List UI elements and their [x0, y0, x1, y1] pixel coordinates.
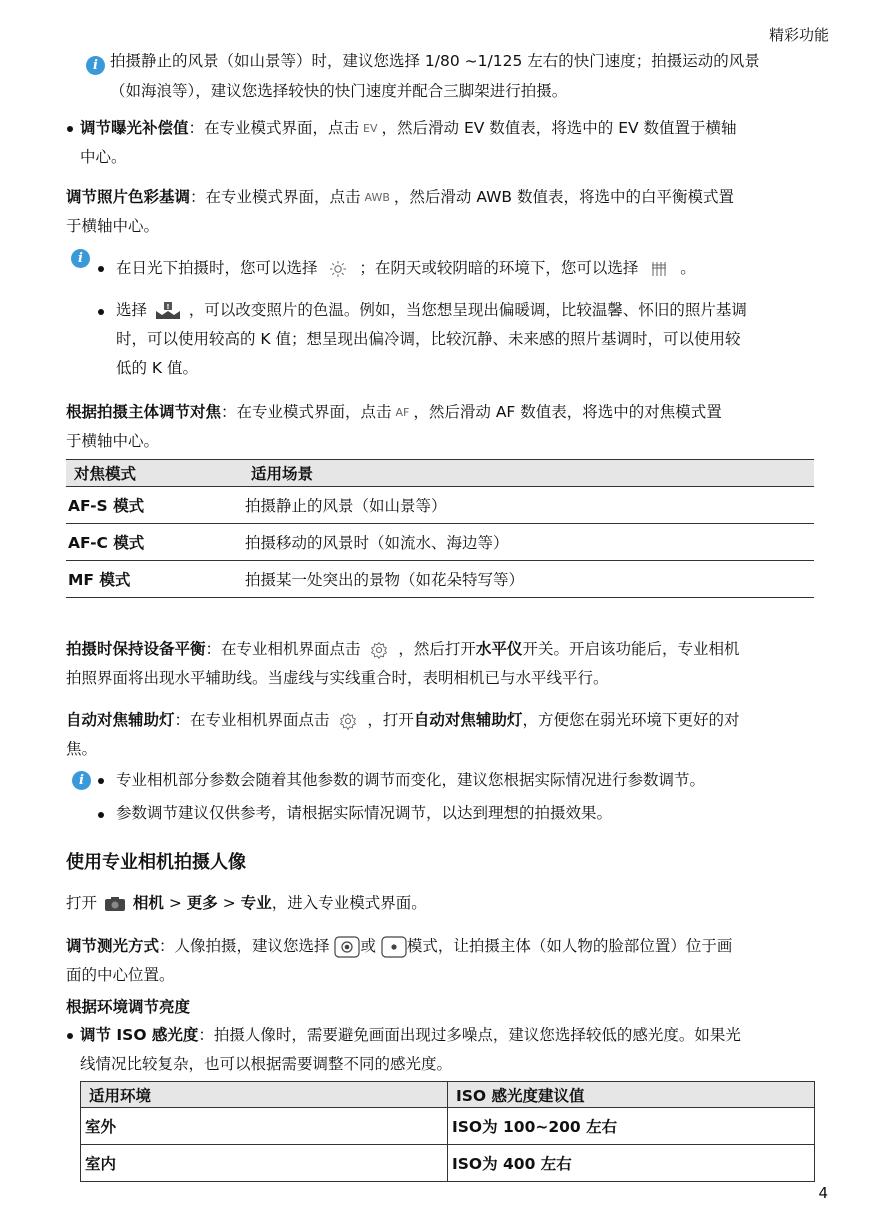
table-row: [81, 1108, 815, 1145]
focus-mode-table: [66, 459, 814, 598]
section-heading: 使用专业相机拍摄人像: [66, 852, 246, 873]
table-header-row: [66, 460, 814, 487]
bullet: [98, 266, 104, 272]
note-params-reference: 参数调节建议仅供参考，请根据实际情况调节，以达到理想的拍摄效果。: [116, 804, 613, 822]
text: ，然后滑动 AF 数值表，将选中的对焦模式置: [413, 403, 722, 421]
af-assist-switch-label: 自动对焦辅助灯: [413, 711, 523, 729]
text: 时，可以使用较高的 K 值；想呈现出偏冷调，比较沉静、未来感的照片基调时，可以使用较: [116, 330, 741, 348]
bullet: [67, 126, 73, 132]
bullet: [98, 778, 104, 784]
text: 开关。开启该功能后，专业相机: [522, 640, 740, 658]
note-line: （如海浪等），建议您选择较快的快门速度并配合三脚架进行拍摄。: [110, 82, 568, 100]
table-header-row: [81, 1082, 815, 1108]
text: 模式，让拍摄主体（如人物的脸部位置）位于画: [406, 937, 733, 955]
af-icon: AF: [395, 406, 410, 419]
text: 。: [680, 259, 696, 277]
text: ：拍摄人像时，需要避免画面出现过多噪点，建议您选择较低的感光度。如果光: [198, 1026, 741, 1044]
ev-label: 调节曝光补偿值: [80, 119, 189, 137]
text: ，方便您在弱光环境下更好的对: [522, 711, 740, 729]
text: ：在专业模式界面，点击: [188, 119, 360, 137]
text: 在日光下拍摄时，您可以选择: [116, 259, 318, 277]
column-header: ISO 感光度建议值: [448, 1082, 815, 1108]
column-header: 对焦模式: [66, 460, 243, 487]
table-row: [66, 524, 814, 561]
note-line: 拍摄静止的风景（如山景等）时，建议您选择 1/80 ~1/125 左右的快门速度；拍摄运动的风景: [110, 52, 760, 70]
text: ，进入专业模式界面。: [271, 894, 427, 912]
bullet: [67, 1033, 73, 1039]
subheading: 根据环境调节亮度: [66, 998, 191, 1016]
gear-icon: [338, 712, 358, 730]
level-switch-label: 水平仪: [475, 640, 523, 658]
text: ：在专业模式界面，点击: [221, 403, 392, 421]
level-paragraph: [66, 635, 818, 693]
path-separator: >: [168, 894, 182, 912]
awb-icon: AWB: [364, 191, 390, 204]
path-separator: >: [222, 894, 236, 912]
text: 焦。: [66, 740, 98, 758]
af-assist-paragraph: [66, 706, 818, 764]
iso-table: [80, 1081, 815, 1182]
table-cell: ISO为 400 左右: [448, 1145, 815, 1182]
text: 低的 K 值。: [116, 359, 199, 377]
table-cell: ISO为 100~200 左右: [448, 1108, 815, 1145]
table-cell: 室外: [81, 1108, 448, 1145]
text: ，可以改变照片的色温。例如，当您想呈现出偏暖调，比较温馨、怀旧的照片基调: [188, 301, 747, 319]
text: 线情况比较复杂，也可以根据需要调整不同的感光度。: [80, 1055, 453, 1073]
table-row: [66, 561, 814, 598]
text: 于横轴中心。: [66, 217, 160, 235]
kelvin-tip: [116, 296, 820, 383]
text: ：在专业相机界面点击: [174, 711, 330, 729]
text: ：人像拍摄，建议您选择: [159, 937, 330, 955]
text: ；在阴天或较阴暗的环境下，您可以选择: [359, 259, 639, 277]
text: 打开: [66, 894, 98, 912]
column-header: 适用场景: [243, 460, 814, 487]
iso-label: 调节 ISO 感光度: [80, 1026, 199, 1044]
center-weighted-metering-icon: [334, 936, 360, 958]
level-label: 拍摄时保持设备平衡: [66, 640, 206, 658]
bullet: [98, 812, 104, 818]
menu-path-more: 更多: [186, 894, 218, 912]
metering-paragraph: [66, 932, 818, 990]
table-cell: MF 模式: [66, 561, 243, 598]
table-row: [66, 487, 814, 524]
awb-label: 调节照片色彩基调: [66, 188, 191, 206]
text: 面的中心位置。: [66, 966, 175, 984]
table-cell: 拍摄静止的风景（如山景等）: [243, 487, 814, 524]
open-pro-mode: [66, 889, 818, 918]
daylight-tip: [116, 254, 696, 283]
text: ，然后滑动 EV 数值表，将选中的 EV 数值置于横轴: [381, 119, 737, 137]
info-icon: i: [72, 771, 91, 790]
text: 拍照界面将出现水平辅助线。当虚线与实线重合时，表明相机已与水平线平行。: [66, 669, 609, 687]
sun-icon: [328, 260, 348, 278]
text: ，然后滑动 AWB 数值表，将选中的白平衡模式置: [393, 188, 734, 206]
menu-path-pro: 专业: [240, 894, 272, 912]
af-label: 根据拍摄主体调节对焦: [66, 403, 222, 421]
kelvin-icon: [155, 301, 181, 321]
fluorescent-icon: [649, 260, 669, 278]
table-cell: 室内: [81, 1145, 448, 1182]
table-cell: AF-C 模式: [66, 524, 243, 561]
svg-text:!: !: [166, 302, 170, 311]
text: 于横轴中心。: [66, 432, 160, 450]
ev-paragraph: [80, 114, 820, 172]
text: 或: [360, 937, 376, 955]
info-icon: i: [86, 56, 105, 75]
note-shutter: [110, 46, 820, 106]
text: ：在专业相机界面点击: [205, 640, 361, 658]
note-params-change: 专业相机部分参数会随着其他参数的调节而变化，建议您根据实际情况进行参数调节。: [116, 771, 706, 789]
text: 中心。: [80, 148, 127, 166]
awb-paragraph: [66, 183, 818, 241]
camera-icon: [104, 896, 126, 912]
table-row: [81, 1145, 815, 1182]
metering-label: 调节测光方式: [66, 937, 160, 955]
column-header: 适用环境: [81, 1082, 448, 1108]
page-number: 4: [818, 1184, 828, 1202]
text: ：在专业模式界面，点击: [190, 188, 361, 206]
bullet: [98, 309, 104, 315]
af-paragraph: [66, 398, 818, 456]
spot-metering-icon: [381, 936, 407, 958]
ev-icon: EV: [363, 122, 378, 135]
gear-icon: [369, 641, 389, 659]
af-assist-label: 自动对焦辅助灯: [66, 711, 175, 729]
iso-paragraph: [80, 1021, 820, 1079]
text: ，打开: [367, 711, 414, 729]
info-icon: i: [71, 249, 90, 268]
table-cell: 拍摄移动的风景时（如流水、海边等）: [243, 524, 814, 561]
table-cell: 拍摄某一处突出的景物（如花朵特写等）: [243, 561, 814, 598]
menu-path-camera: 相机: [132, 894, 164, 912]
section-header: 精彩功能: [768, 26, 829, 44]
text: 选择: [116, 301, 148, 319]
table-cell: AF-S 模式: [66, 487, 243, 524]
text: ，然后打开: [398, 640, 476, 658]
